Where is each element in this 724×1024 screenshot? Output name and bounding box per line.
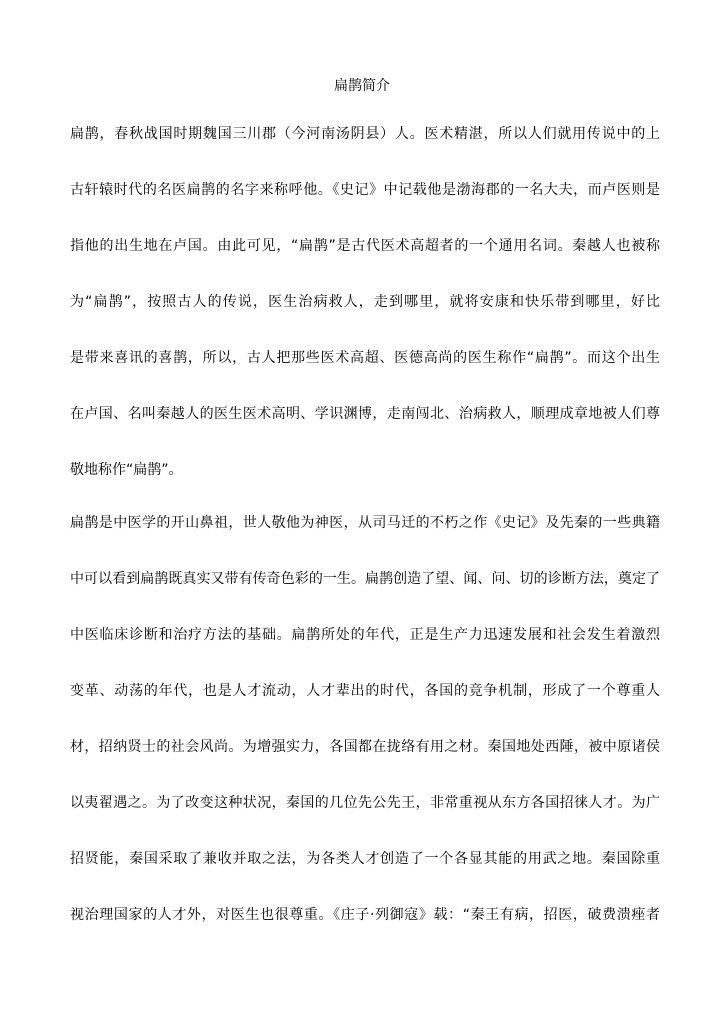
text-line: 中医临床诊断和治疗方法的基础。扁鹊所处的年代，正是生产力迅速发展和社会发生着激烈 xyxy=(70,627,660,643)
text-line: 中可以看到扁鹊既真实又带有传奇色彩的一生。扁鹊创造了望、闻、问、切的诊断方法，奠定了 xyxy=(70,571,660,587)
text-line: 视治理国家的人才外，对医生也很尊重。《庄子·列御寇》载：“秦王有病，招医，破费溃痤者 xyxy=(70,907,660,923)
text-line: 扁鹊，春秋战国时期魏国三川郡（今河南汤阴县）人。医术精湛，所以人们就用传说中的上 xyxy=(70,126,660,142)
text-line: 指他的出生地在卢国。由此可见，“扁鹊”是古代医术高超者的一个通用名词。秦越人也被称 xyxy=(70,238,660,254)
text-line: 在卢国、名叫秦越人的医生医术高明、学识渊博，走南闯北、治病救人，顺理成章地被人们尊 xyxy=(70,406,660,422)
text-line: 以夷翟遇之。为了改变这种状况，秦国的几位先公先王，非常重视从东方各国招徕人才。为广 xyxy=(70,795,660,811)
text-line: 是带来喜讯的喜鹊，所以，古人把那些医术高超、医德高尚的医生称作“扁鹊”。而这个出生 xyxy=(70,350,660,366)
text-line: 招贤能，秦国采取了兼收并取之法，为各类人才创造了一个各显其能的用武之地。秦国除重 xyxy=(70,851,660,867)
text-line: 材，招纳贤士的社会风尚。为增强实力，各国都在拢络有用之材。秦国地处西陲，被中原诸侯 xyxy=(70,739,660,755)
paragraph-1 xyxy=(70,124,660,516)
text-line: 为“扁鹊”，按照古人的传说，医生治病救人，走到哪里，就将安康和快乐带到哪里，好比 xyxy=(70,294,660,310)
paragraph-2 xyxy=(70,513,660,961)
text-line: 变革、动荡的年代，也是人才流动，人才辈出的时代，各国的竞争机制，形成了一个尊重人 xyxy=(70,683,660,699)
text-line: 扁鹊是中医学的开山鼻祖，世人敬他为神医，从司马迁的不朽之作《史记》及先秦的一些典籍 xyxy=(70,515,660,531)
text-line: 敬地称作“扁鹊”。 xyxy=(70,462,183,478)
document-title: 扁鹊简介 xyxy=(334,78,390,94)
text-line: 古轩辕时代的名医扁鹊的名字来称呼他。《史记》中记载他是渤海郡的一名大夫，而卢医则是 xyxy=(70,182,660,198)
